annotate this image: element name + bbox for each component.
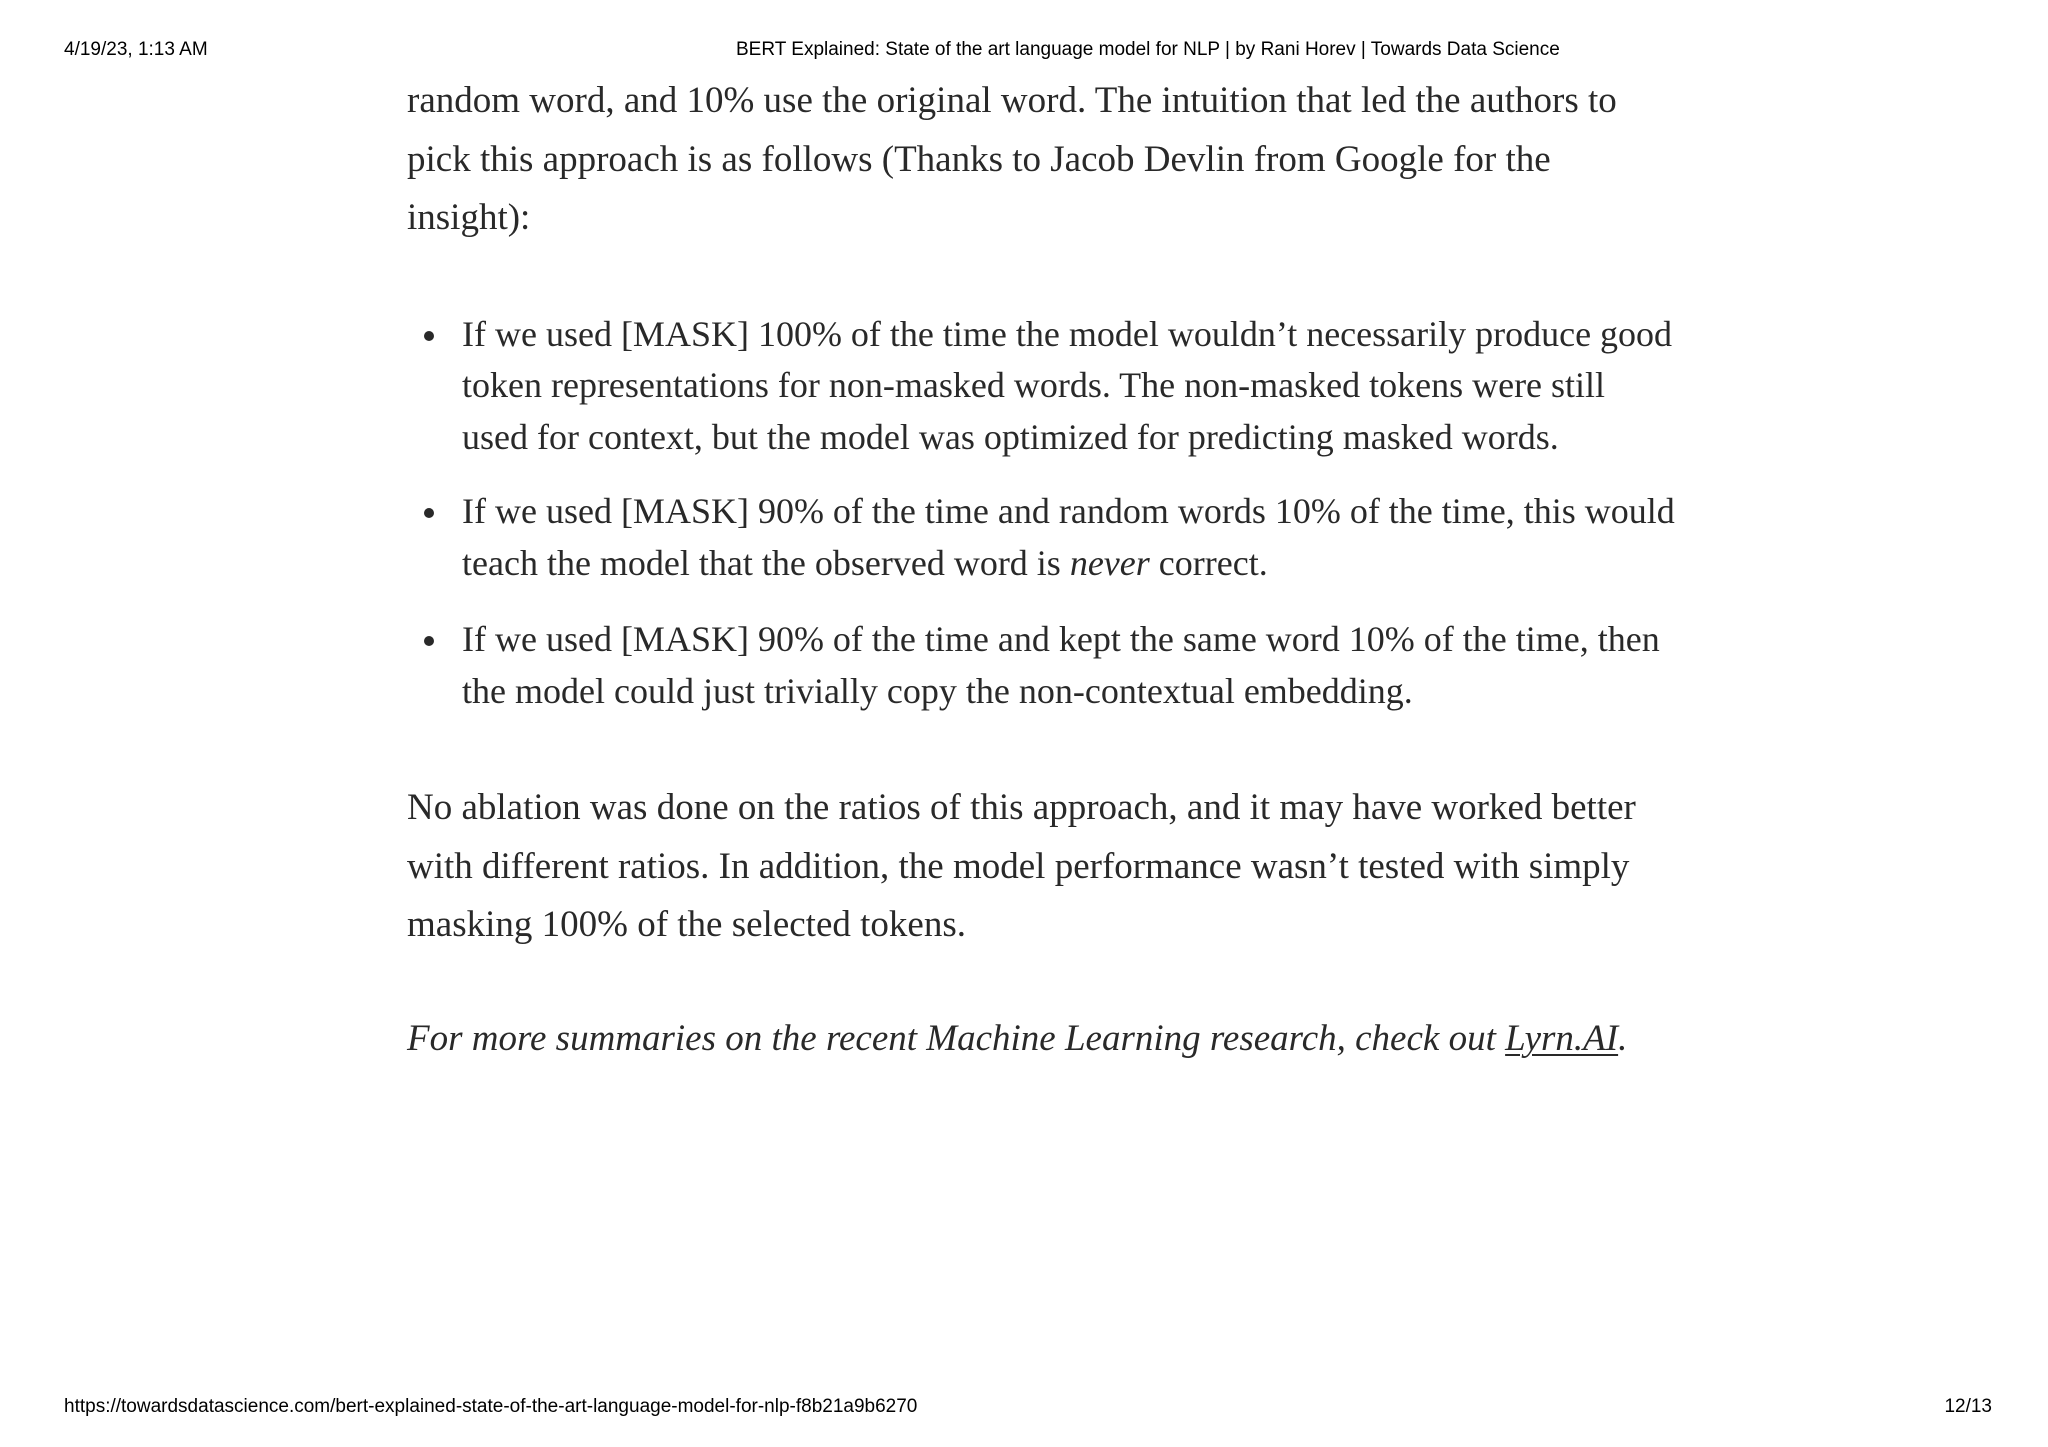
print-footer-page-number: 12/13 (1944, 1396, 1992, 1417)
bullet-emphasis: never (1069, 542, 1150, 583)
bullet-text: If we used [MASK] 90% of the time and kept the same word 10% of the time, then the model could just trivially copy the non-contextual embedding. (462, 619, 1660, 711)
bullet-text: If we used [MASK] 100% of the time the model wouldn’t necessarily produce good token representations for non-masked words. The non-masked tokens were still used for context, but the model was optimized for predicting masked words. (462, 313, 1673, 457)
bullet-text-after: correct. (1149, 542, 1268, 583)
bullet-dot-icon (424, 331, 434, 341)
print-footer-url: https://towardsdatascience.com/bert-explained-state-of-the-art-language-model-for-nlp-f8b21a9b6270 (64, 1396, 918, 1417)
list-item (407, 309, 1677, 464)
ablation-paragraph: No ablation was done on the ratios of this approach, and it may have worked better with different ratios. In addition, the model performance wasn’t tested with simply masking 100% of the selected tokens. (407, 787, 1636, 945)
bullet-list (407, 309, 1677, 718)
intro-paragraph: random word, and 10% use the original word. The intuition that led the authors to pick this approach is as follows (Thanks to Jacob Devlin from Google for the insight): (407, 80, 1617, 238)
list-item (407, 614, 1677, 717)
print-header-datetime: 4/19/23, 1:13 AM (64, 39, 208, 60)
closing-paragraph (407, 1010, 1677, 1069)
list-item (407, 486, 1677, 589)
article-body (407, 72, 1677, 1068)
closing-text: For more summaries on the recent Machine Learning research, check out (407, 1017, 1506, 1059)
print-header-title: BERT Explained: State of the art language model for NLP | by Rani Horev | Towards Data Science (736, 39, 1560, 60)
bullet-dot-icon (424, 636, 434, 646)
closing-end: . (1618, 1017, 1628, 1059)
bullet-dot-icon (424, 508, 434, 518)
lyrn-ai-link[interactable]: Lyrn.AI (1505, 1017, 1619, 1059)
bullet-text-before: If we used [MASK] 90% of the time and random words 10% of the time, this would teach the model that the observed word is (462, 491, 1675, 583)
